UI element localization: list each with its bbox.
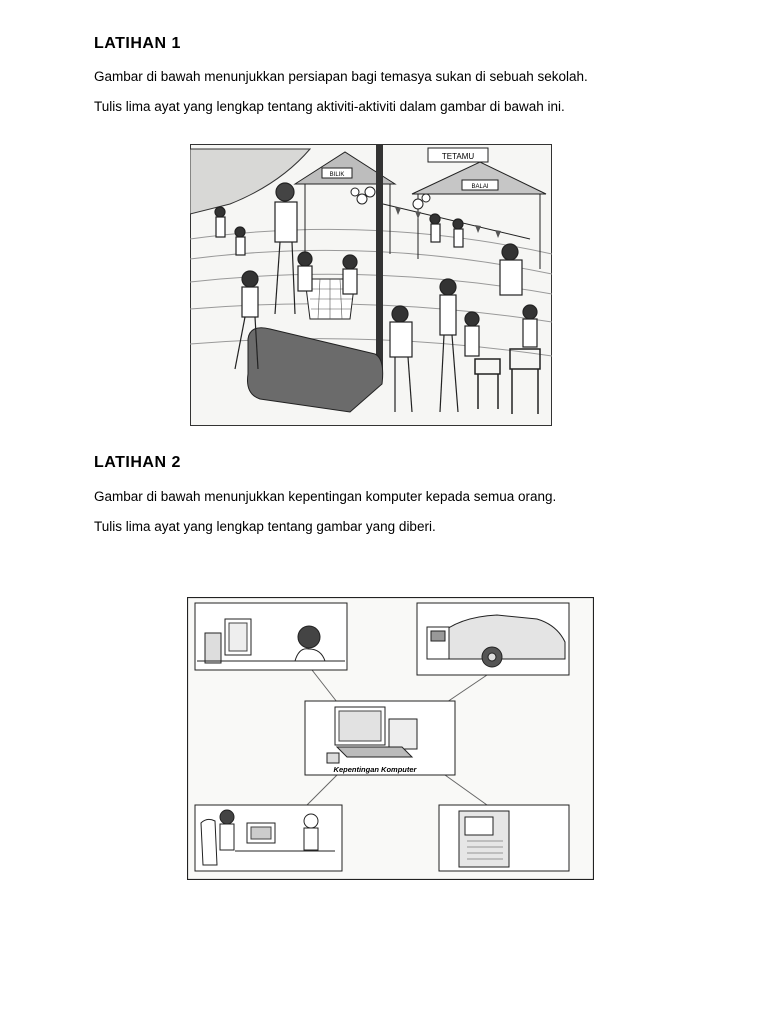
panel-atm-machine	[439, 805, 569, 871]
welcome-banner	[428, 148, 488, 162]
exercise-1-instruction-2: Tulis lima ayat yang lengkap tentang aktiviti-aktiviti dalam gambar di bawah ini.	[94, 99, 565, 114]
exercise-2-instruction-1: Gambar di bawah menunjukkan kepentingan komputer kepada semua orang.	[94, 489, 557, 504]
panel-car-workshop	[417, 603, 569, 675]
exercise-1-heading: LATIHAN 1	[94, 35, 181, 52]
tent-left-label: BILIK	[329, 172, 345, 178]
exercise-1-instruction-1: Gambar di bawah menunjukkan persiapan bagi temasya sukan di sebuah sekolah.	[94, 69, 588, 84]
panel-central-computer	[305, 701, 455, 775]
exercise-2-heading: LATIHAN 2	[94, 454, 181, 471]
sports-day-preparation-illustration	[190, 144, 552, 426]
banner-text: TETAMU	[441, 152, 475, 161]
panel-office-computer	[195, 603, 347, 670]
center-caption: Kepentingan Komputer	[333, 765, 417, 774]
exercise-2-instruction-2: Tulis lima ayat yang lengkap tentang gambar yang diberi.	[94, 519, 436, 534]
panel-office-meeting	[195, 805, 342, 871]
tent-right-label: BALAI	[471, 184, 489, 190]
computer-importance-illustration	[187, 597, 594, 880]
